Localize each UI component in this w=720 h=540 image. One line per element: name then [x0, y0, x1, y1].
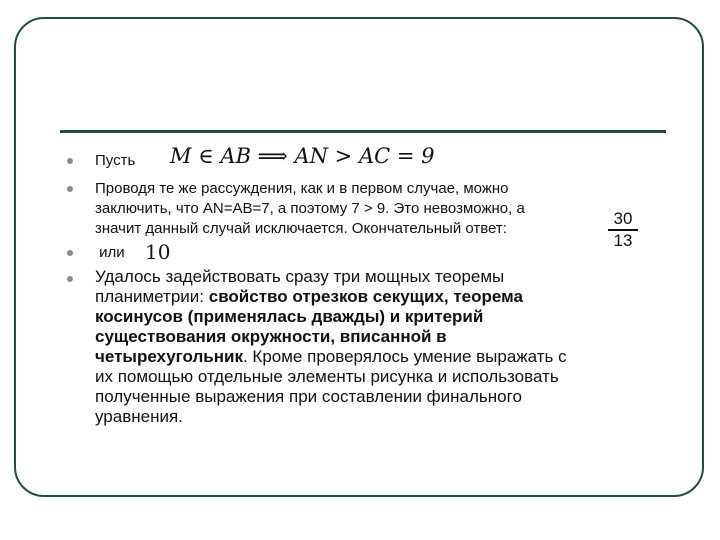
item3-label: или	[95, 244, 125, 261]
answer-fraction	[608, 210, 638, 250]
bullet-icon	[67, 276, 73, 282]
item4-text-3: . Кроме проверялось умение выражать с	[242, 347, 567, 366]
item2-line3: значит данный случай исключается. Окончательный ответ:	[95, 220, 507, 237]
item4-text-4: их помощью отдельные элементы рисунка и использовать	[95, 367, 559, 386]
bullet-icon	[67, 250, 73, 256]
item3-value: 10	[145, 240, 171, 264]
item2-line1: Проводя те же рассуждения, как и в первом случае, можно	[95, 180, 509, 197]
answer-numerator: 30	[613, 209, 633, 228]
answer-denominator: 13	[613, 231, 633, 250]
bullet-icon	[67, 158, 73, 164]
item4-text-6: уравнения.	[95, 407, 183, 426]
bullet-icon	[67, 186, 73, 192]
item4-bold-1: свойство отрезков секущих, теорема	[208, 287, 523, 306]
item4-text-2: планиметрии:	[95, 287, 209, 306]
item4-text-5: полученные выражения при составлении финального	[95, 387, 522, 406]
item1-formula: M ∈ AB ⟹ AN > AC = 9	[170, 144, 435, 168]
item4-text-1: Удалось задействовать сразу три мощных теоремы	[95, 267, 505, 286]
item1-label: Пусть	[95, 152, 136, 169]
item4-bold-3: существования окружности, вписанной в	[95, 327, 447, 346]
item4-bold-2: косинусов (применялась дважды) и критерий	[95, 307, 484, 326]
item4-bold-4: четырехугольник	[95, 347, 243, 366]
item4-paragraph	[95, 267, 665, 427]
item2-line2: заключить, что AN=AB=7, а поэтому 7 > 9. Это невозможно, а	[95, 200, 525, 217]
